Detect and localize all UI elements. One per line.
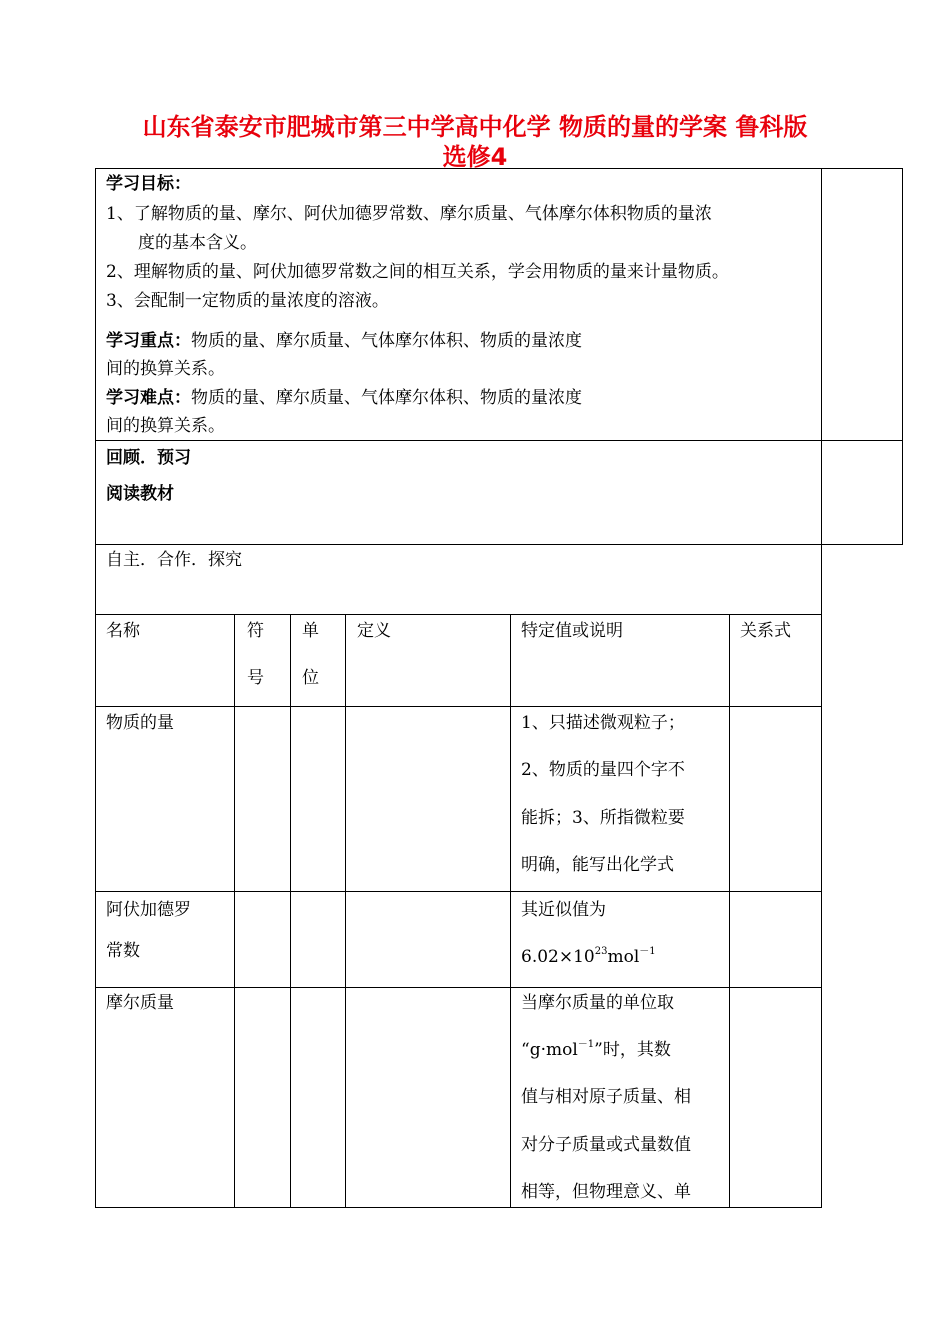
molar-unit-exponent: －1	[577, 1039, 595, 1050]
row1-notes-line2: 2、物质的量四个字不	[521, 760, 685, 780]
row3-notes-line4: 对分子质量或式量数值	[521, 1135, 691, 1155]
col-divider-unit	[290, 614, 291, 1208]
header-symbol-1: 符	[247, 621, 264, 641]
avogadro-base: 6.02×10	[521, 947, 595, 967]
avogadro-exponent: 23	[594, 946, 608, 957]
review-subheading: 阅读教材	[106, 484, 174, 504]
explore-heading: 自主．合作．探究	[106, 550, 242, 570]
review-heading: 回顾．预习	[106, 448, 191, 468]
col-divider-symbol	[234, 614, 235, 1208]
row-divider-header	[95, 706, 822, 707]
section-divider-2	[95, 544, 903, 545]
key-points	[106, 329, 582, 353]
difficult-points-label: 学习难点：	[106, 388, 191, 408]
row2-name-line2: 常数	[106, 941, 140, 961]
row2-notes-line1: 其近似值为	[521, 900, 606, 920]
row-divider-1	[95, 891, 822, 892]
difficult-points-line2: 间的换算关系。	[106, 416, 225, 436]
row2-name-line1: 阿伏加德罗	[106, 900, 191, 920]
table-top-border	[95, 168, 903, 169]
row3-notes-line1: 当摩尔质量的单位取	[521, 993, 674, 1013]
row1-notes-line1: 1、只描述微观粒子；	[521, 713, 685, 733]
objective-1-line2: 度的基本含义。	[138, 233, 257, 253]
section-divider-1	[95, 440, 903, 441]
difficult-points	[106, 386, 582, 410]
header-definition: 定义	[357, 621, 391, 641]
document-title-line1: 山东省泰安市肥城市第三中学高中化学 物质的量的学案 鲁科版	[142, 113, 808, 141]
row1-name: 物质的量	[106, 713, 174, 733]
key-points-text: 物质的量、摩尔质量、气体摩尔体积、物质的量浓度	[191, 331, 582, 351]
objectives-heading: 学习目标：	[106, 174, 191, 194]
header-unit-2: 位	[302, 668, 319, 688]
row1-notes-line3: 能拆；3、所指微粒要	[521, 808, 685, 828]
header-symbol-2: 号	[247, 668, 264, 688]
row3-notes-line5: 相等，但物理意义、单	[521, 1182, 691, 1202]
key-points-label: 学习重点：	[106, 331, 191, 351]
row3-notes-line3: 值与相对原子质量、相	[521, 1087, 691, 1107]
header-notes: 特定值或说明	[521, 621, 623, 641]
section-divider-3	[95, 614, 822, 615]
objective-3: 3、会配制一定物质的量浓度的溶液。	[106, 291, 389, 311]
key-points-line2: 间的换算关系。	[106, 359, 225, 379]
header-relation: 关系式	[740, 621, 791, 641]
col-divider-notes	[510, 614, 511, 1208]
molar-unit-post: ”时，其数	[594, 1040, 671, 1060]
objective-2: 2、理解物质的量、阿伏加德罗常数之间的相互关系，学会用物质的量来计量物质。	[106, 262, 729, 282]
header-name: 名称	[106, 621, 140, 641]
lower-right-border	[821, 544, 822, 1208]
row3-name: 摩尔质量	[106, 993, 174, 1013]
avogadro-unit-exponent: －1	[639, 946, 656, 957]
header-unit-1: 单	[302, 621, 319, 641]
table-right-border	[902, 168, 903, 545]
document-title-line2: 选修4	[442, 143, 508, 171]
objective-1-line1: 1、了解物质的量、摩尔、阿伏加德罗常数、摩尔质量、气体摩尔体积物质的量浓	[106, 204, 712, 224]
col-divider-definition	[345, 614, 346, 1208]
difficult-points-text: 物质的量、摩尔质量、气体摩尔体积、物质的量浓度	[191, 388, 582, 408]
row3-notes-line2	[521, 1038, 671, 1062]
table-left-border	[95, 168, 96, 1208]
margin-column-divider	[821, 168, 822, 545]
molar-unit-pre: “g·mol	[521, 1040, 578, 1060]
avogadro-unit: mol	[607, 947, 640, 967]
col-divider-relation	[729, 614, 730, 1208]
row2-notes-line2	[521, 945, 656, 969]
row-divider-2	[95, 987, 822, 988]
table-bottom-border	[95, 1207, 822, 1208]
row1-notes-line4: 明确，能写出化学式	[521, 855, 674, 875]
